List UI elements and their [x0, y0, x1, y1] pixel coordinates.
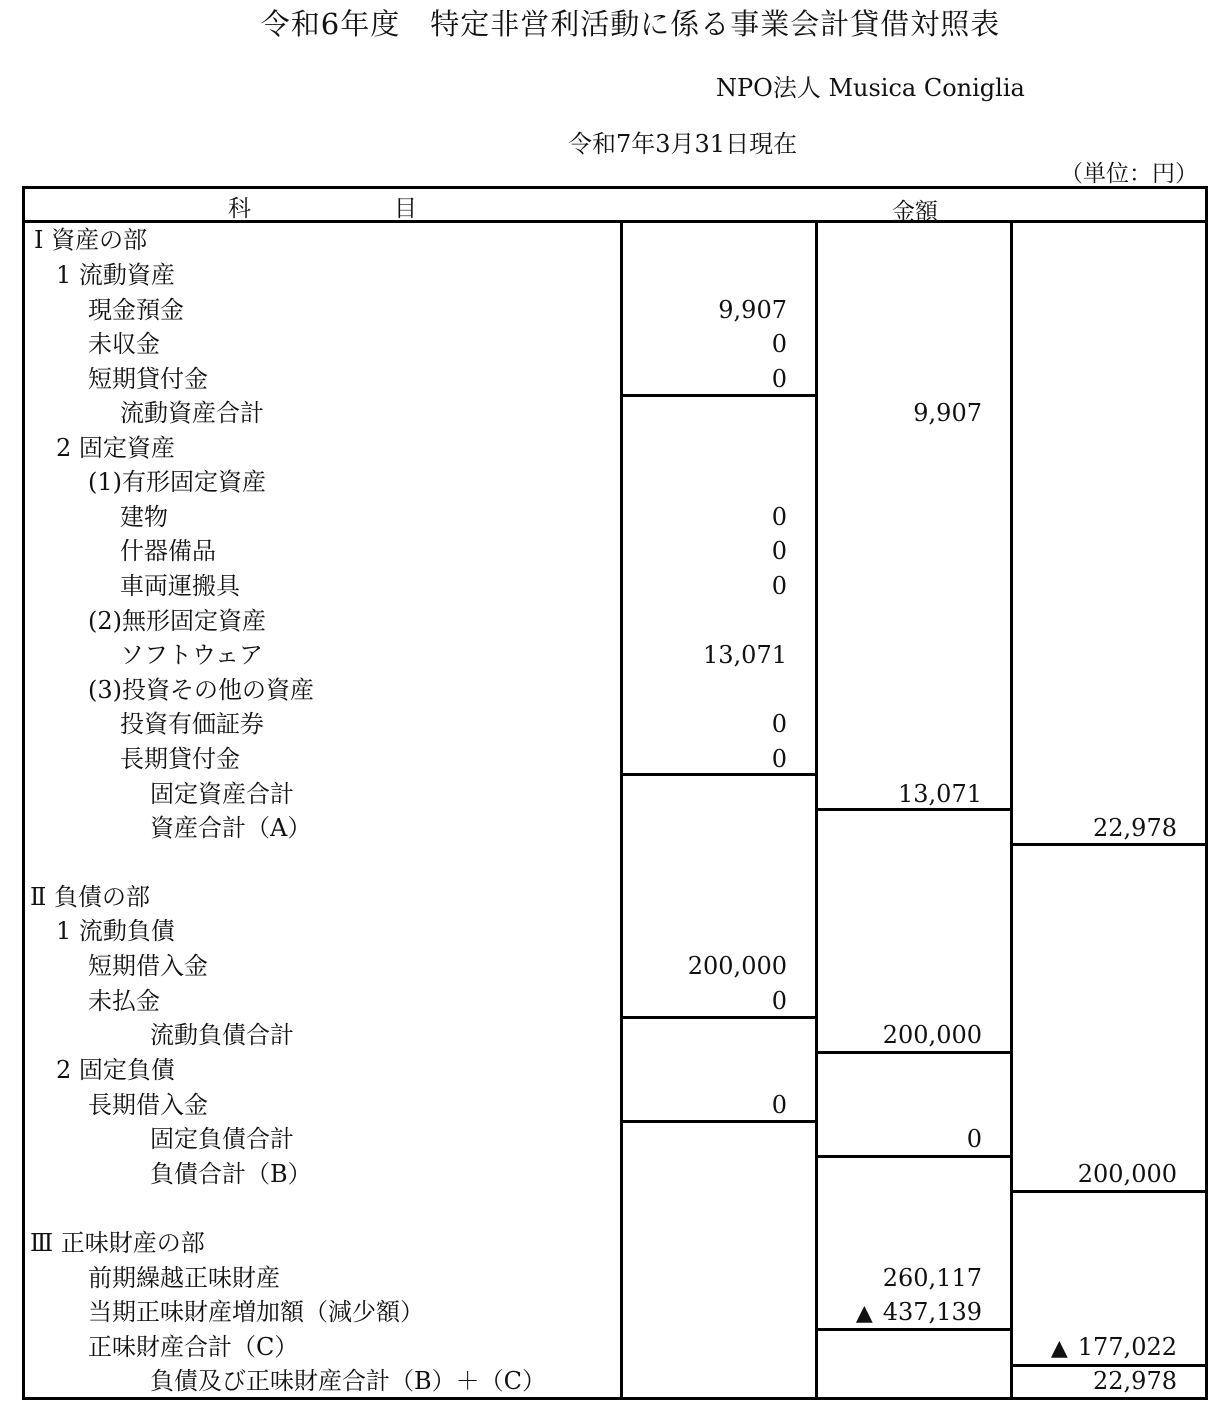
amount-c1 — [607, 362, 787, 396]
amount-c1 — [607, 984, 787, 1018]
negative-marker-icon: ▲ — [1050, 1336, 1068, 1361]
amount-value: 0 — [771, 503, 787, 531]
amount-c1 — [607, 500, 787, 534]
row-label: 車両運搬具 — [120, 572, 240, 600]
amount-c1 — [607, 742, 787, 776]
row-label: (1)有形固定資産 — [88, 468, 266, 496]
header-amount: 金額 — [892, 199, 938, 225]
row-label: 正味財産合計（C） — [88, 1333, 299, 1361]
amount-value: 0 — [966, 1125, 982, 1153]
amount-c1 — [607, 949, 787, 983]
amount-c1 — [607, 707, 787, 741]
amount-value: 200,000 — [1077, 1160, 1177, 1188]
row-label: 資産合計（A） — [150, 814, 312, 842]
amount-value: 0 — [771, 572, 787, 600]
row-label: 未収金 — [88, 330, 160, 358]
amount-value: 0 — [771, 710, 787, 738]
amount-value: 260,117 — [882, 1264, 982, 1292]
row-label: 当期正味財産増加額（減少額） — [88, 1298, 424, 1326]
row-label: 長期貸付金 — [120, 745, 240, 773]
amount-value: 200,000 — [882, 1021, 982, 1049]
row-label: 2 固定資産 — [56, 434, 175, 462]
row-label: 前期繰越正味財産 — [88, 1264, 280, 1292]
amount-c2 — [802, 777, 982, 811]
row-label: 流動資産合計 — [120, 399, 264, 427]
amount-value: 0 — [771, 987, 787, 1015]
row-label: Ⅰ 資産の部 — [34, 226, 148, 254]
header-subject-2: 目 — [394, 196, 417, 222]
amount-c2 — [802, 396, 982, 430]
row-label: 什器備品 — [120, 537, 216, 565]
row-label: 負債及び正味財産合計（B）＋（C） — [150, 1367, 546, 1395]
amount-value: 0 — [771, 745, 787, 773]
row-label: 短期貸付金 — [88, 365, 208, 393]
amount-value: 177,022 — [1077, 1333, 1177, 1361]
row-label: 1 流動資産 — [56, 261, 175, 289]
row-label: 固定負債合計 — [150, 1125, 294, 1153]
document-title: 令和6年度 特定非営利活動に係る事業会計貸借対照表 — [260, 7, 1001, 41]
amount-c3 — [997, 1364, 1177, 1398]
row-label: Ⅱ 負債の部 — [30, 883, 150, 911]
row-label: 固定資産合計 — [150, 780, 294, 808]
amount-value: 22,978 — [1093, 1367, 1177, 1395]
amount-value: 200,000 — [687, 952, 787, 980]
row-label: 未払金 — [88, 987, 160, 1015]
table-header — [22, 186, 1208, 223]
row-label: 1 流動負債 — [56, 917, 175, 945]
row-label: 2 固定負債 — [56, 1056, 175, 1084]
row-label: 流動負債合計 — [150, 1021, 294, 1049]
amount-c3 — [997, 1157, 1177, 1191]
amount-value: 0 — [771, 537, 787, 565]
header-subject-1: 科 — [228, 196, 251, 222]
amount-value: 9,907 — [718, 296, 787, 324]
row-label: Ⅲ 正味財産の部 — [30, 1229, 205, 1257]
amount-value: 13,071 — [898, 780, 982, 808]
row-label: 投資有価証券 — [120, 710, 264, 738]
row-label: 長期借入金 — [88, 1091, 208, 1119]
row-label: (3)投資その他の資産 — [88, 676, 314, 704]
amount-value: 9,907 — [913, 399, 982, 427]
column-divider-1 — [620, 222, 623, 1398]
amount-c2 — [802, 1122, 982, 1156]
amount-c2 — [802, 1018, 982, 1052]
amount-c1 — [607, 1088, 787, 1122]
organization-name: NPO法人 Musica Coniglia — [716, 74, 1025, 102]
row-label: 短期借入金 — [88, 952, 208, 980]
amount-c1 — [607, 327, 787, 361]
amount-c2 — [802, 1261, 982, 1295]
amount-value: 13,071 — [703, 641, 787, 669]
row-label: (2)無形固定資産 — [88, 607, 266, 635]
row-label: 建物 — [120, 503, 168, 531]
amount-c1 — [607, 534, 787, 568]
unit-label: （単位：円） — [1060, 161, 1198, 187]
amount-value: 0 — [771, 330, 787, 358]
amount-value: 0 — [771, 1091, 787, 1119]
amount-c3 — [997, 1330, 1177, 1364]
amount-c1 — [607, 638, 787, 672]
amount-c1 — [607, 569, 787, 603]
row-label: 現金預金 — [88, 296, 184, 324]
amount-value: 437,139 — [882, 1298, 982, 1326]
negative-marker-icon: ▲ — [855, 1301, 873, 1326]
amount-value: 0 — [771, 365, 787, 393]
amount-value: 22,978 — [1093, 814, 1177, 842]
row-label: ソフトウェア — [120, 641, 264, 669]
amount-c1 — [607, 293, 787, 327]
row-label: 負債合計（B） — [150, 1160, 312, 1188]
amount-c3 — [997, 811, 1177, 845]
amount-c2 — [802, 1295, 982, 1329]
as-of-date: 令和7年3月31日現在 — [568, 130, 798, 158]
